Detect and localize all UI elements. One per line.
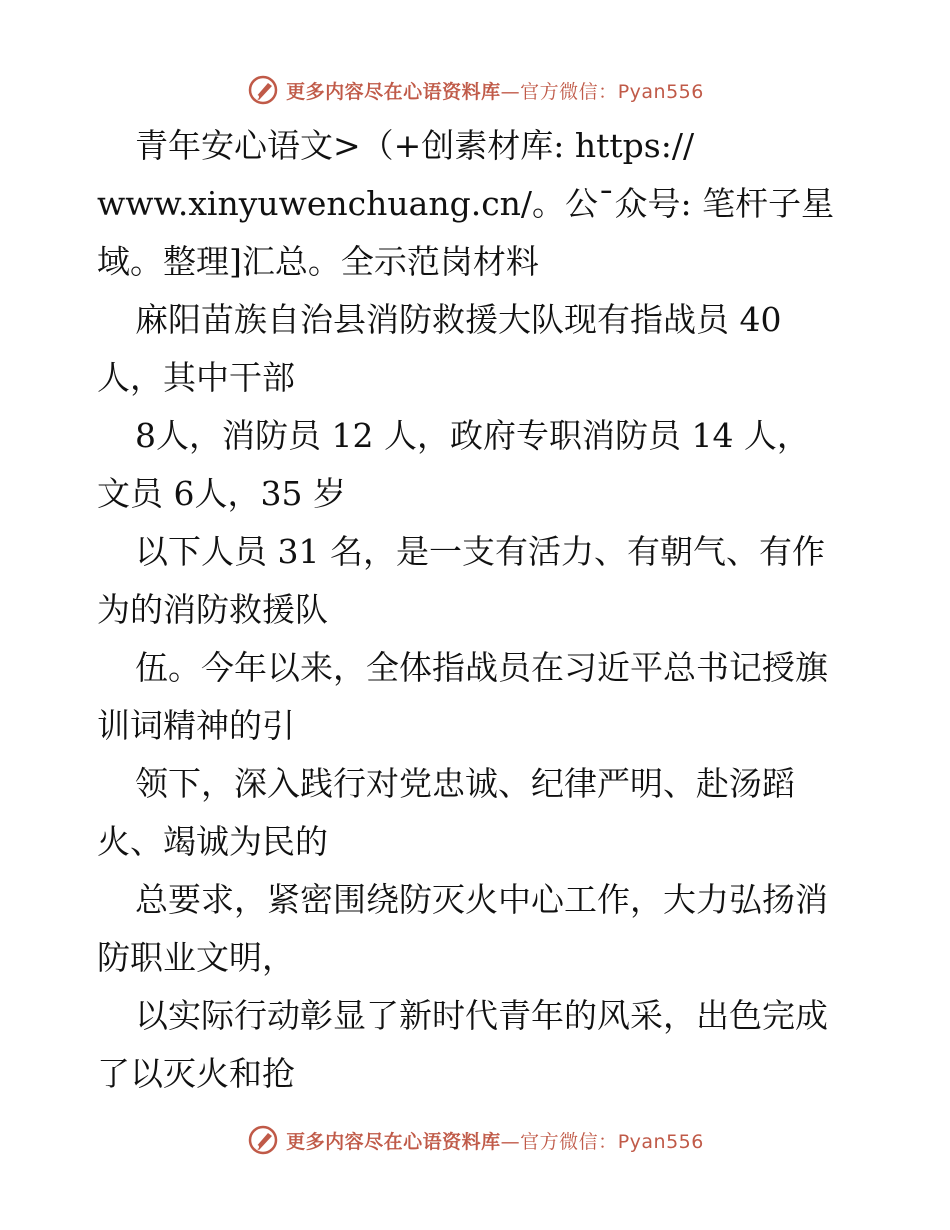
text-line: www.xinyuwenchuang.cn/。公¯众号: 笔杆子星 (97, 184, 835, 223)
text-line: 域。整理]汇总。全示范岗材料 (97, 242, 539, 281)
text-line: 领下，深入践行对党忠诚、纪律严明、赴汤蹈 (135, 764, 795, 803)
text-line: 了以灭火和抢 (97, 1054, 295, 1093)
text-line: 麻阳苗族自治县消防救援大队现有指战员 40 (135, 300, 782, 339)
banner-wechat-label: 官方微信： (520, 1130, 618, 1153)
banner-wechat-id: Pyan556 (617, 1130, 704, 1153)
banner-wechat-id: Pyan556 (617, 80, 704, 103)
pen-logo-icon (246, 1123, 280, 1157)
text-line: 8人，消防员 12 人，政府专职消防员 14 人， (135, 416, 810, 455)
text-line: 为的消防救援队 (97, 590, 328, 629)
text-line: 文员 6人，35 岁 (97, 474, 346, 513)
banner-dash: — (500, 1130, 521, 1153)
text-line: 火、竭诚为民的 (97, 822, 328, 861)
text-line: 伍。今年以来，全体指战员在习近平总书记授旗 (135, 648, 828, 687)
text-line: 训词精神的引 (97, 706, 295, 745)
banner-wechat-label: 官方微信： (520, 80, 618, 103)
text-line: 以实际行动彰显了新时代青年的风采，出色完成 (135, 996, 828, 1035)
banner-dash: — (500, 80, 521, 103)
banner-text (286, 1127, 704, 1154)
text-line: 青年安心语文>（+创素材库: https:// (135, 126, 695, 165)
text-line: 人，其中干部 (97, 358, 295, 397)
text-line: 防职业文明， (97, 938, 295, 977)
banner-main: 更多内容尽在心语资料库 (286, 80, 501, 103)
banner-text (286, 77, 704, 104)
document-body (97, 117, 857, 1103)
banner-main: 更多内容尽在心语资料库 (286, 1130, 501, 1153)
header-banner (0, 70, 950, 110)
text-line: 以下人员 31 名，是一支有活力、有朝气、有作 (135, 532, 825, 571)
pen-logo-icon (246, 73, 280, 107)
footer-banner (0, 1120, 950, 1160)
text-line: 总要求，紧密围绕防灭火中心工作，大力弘扬消 (135, 880, 828, 919)
